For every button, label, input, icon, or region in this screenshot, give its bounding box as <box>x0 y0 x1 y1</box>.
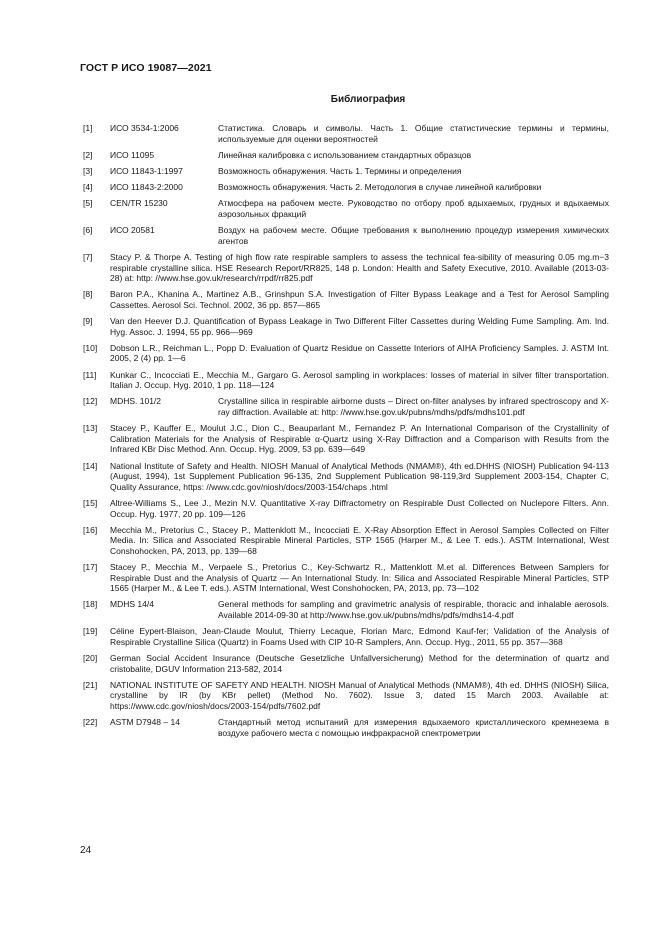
bibliography-entry <box>83 123 609 144</box>
bibliography-entry <box>83 252 609 284</box>
entry-text: Stacey P., Kauffer E., Moulut J.C., Dion C., Beauparlant M., Fernandez P. An International Comparison of the Crystallinity of Calibration Materials for the Analysis of Respirable α-Quartz using X-Ray Diffraction and a Comparison with Results from the Infrared KBr Disc Method. Ann. Occup. Hyg. 2009, 53 pp. 639—649 <box>110 423 609 455</box>
entry-code: ИСО 11095 <box>110 149 155 160</box>
entry-text: Стандартный метод испытаний для измерения вдыхаемого кристаллического кремнезема в воздухе рабочего места с помощью инфракрасной спектрометрии <box>218 717 609 738</box>
entry-text: Altree-Williams S., Lee J., Mezin N.V. Quantitative X-ray Diffractometry on Respirable Dust Collected on Nuclepore Filters. Ann. Occup. Hyg. 1977, 20 pp. 109—126 <box>110 497 609 519</box>
bibliography-entry <box>83 289 609 310</box>
entry-code: MDHS. 101/2 <box>110 396 162 407</box>
entry-text: National Institute of Safety and Health. NIOSH Manual of Analytical Methods (NMAM®), 4th ed.DHHS (NIOSH) Publication 94-113 (August, 1994), 1st Supplement Publication 96-135, 2nd Supplement Publication 98-119,3rd Supplement 2003-154, Chapter C, Quality Assurance, https: //www.cdc.gov/niosh/docs/2003-154/chaps .html <box>110 460 609 492</box>
entry-text: Kunkar C., Incocciati E., Mecchia M., Gargaro G. Aerosol sampling in workplaces: losses of material in silver filter transportation. Italian J. Occup. Hyg. 2010, 1 pp. 118—124 <box>110 369 609 391</box>
entry-text: Воздух на рабочем месте. Общие требования к выполнению процедур измерения химических агентов <box>218 225 609 246</box>
entry-number: [4] <box>83 182 93 193</box>
entry-text: General methods for sampling and gravimetric analysis of respirable, thoracic and inhalable aerosols. Available 2014-09-30 at http://www.hse.gov.uk/pubns/mdhs/pdfs/mdhs14-4.pdf <box>218 599 609 621</box>
entry-text: Возможность обнаружения. Часть 2. Методология в случае линейной калибровки <box>218 182 542 193</box>
entry-text: Линейная калибровка с использованием стандартных образцов <box>218 149 472 160</box>
bibliography-entry <box>83 626 609 647</box>
entry-text: Stacey P., Mecchia M., Verpaele S., Pretorius C., Key-Schwartz R., Mattenklott M.et al. Differences Between Samplers for Respirable Dust and the Analysis of Quartz — An International Study. In: Silica and Associated Respirable Mineral Particles, STP 1565 (Harper M., & Lee T. eds.). ASTM International, West Conshohocken, PA, 2013, pp. 73—102 <box>110 562 609 594</box>
entry-number: [18] <box>83 599 98 610</box>
entry-number: [13] <box>83 423 98 434</box>
entry-text: Stacy P. & Thorpe A. Testing of high flow rate respirable samplers to assess the technical fea-sibility of measuring 0.05 mg.m−3 respirable crystalline silica. HSE Research Report/RR825, 148 p. London: Health and Safety Executive, 2010. Available (2013-03-28) at: http: //www.hse.gov.uk/research/rrpdf/rr825.pdf <box>110 251 609 284</box>
entry-text: Céline Eypert-Blaison, Jean-Claude Moulut, Thierry Lecaque, Florian Marc, Edmond Kauf-fer; Validation of the Analysis of Respirable Crystalline Silica (Quartz) in Foams Used with CIP 10-R Samplers, Ann. Occup. Hyg., 2011, 55 pp. 357—368 <box>110 626 609 647</box>
entry-number: [12] <box>83 396 98 407</box>
entry-number: [22] <box>83 717 98 728</box>
bibliography-entry <box>83 717 609 738</box>
entry-code: MDHS 14/4 <box>110 599 154 610</box>
entry-text: Baron P.A., Khanina A., Martinez A.B., Grinshpun S.A. Investigation of Filter Bypass Leakage and a Test for Aerosol Sampling Cassettes. Aerosol Sci. Technol. 2002, 36 pp. 857—865 <box>110 289 609 310</box>
bibliography-list <box>83 123 609 744</box>
entry-code: ИСО 3534-1:2006 <box>110 123 179 133</box>
entry-number: [2] <box>83 149 93 160</box>
bibliography-entry <box>83 150 609 161</box>
entry-number: [21] <box>83 679 98 690</box>
entry-text: Mecchia M., Pretorius C., Stacey P., Mattenklott M., Incocciati E. X-Ray Absorption Effect in Aerosol Samples Collected on Filter Media. In: Silica and Associated Respirable Mineral Particles, STP 1565 (Harper M., & Lee T. eds.). ASTM International, West Conshohocken, PA, 2013, pp. 139—68 <box>110 524 609 556</box>
entry-number: [6] <box>83 225 93 236</box>
bibliography-entry <box>83 680 609 712</box>
page-number: 24 <box>80 845 92 856</box>
entry-code: ASTM D7948 – 14 <box>110 717 180 728</box>
entry-number: [15] <box>83 497 98 508</box>
bibliography-entry <box>83 653 609 674</box>
entry-text: Dobson L.R., Reichman L., Popp D. Evaluation of Quartz Residue on Cassette Interiors of AIHA Proficiency Samples. J. ASTM Int. 2005, 2 (4) pp. 1—6 <box>110 342 609 364</box>
bibliography-entry <box>83 562 609 594</box>
entry-code: CEN/TR 15230 <box>110 198 168 209</box>
entry-text: Статистика. Словарь и символы. Часть 1. Общие статистические термины и термины, используемые для оценки вероятностей <box>218 123 609 144</box>
entry-number: [10] <box>83 342 98 353</box>
bibliography-entry <box>83 182 609 193</box>
bibliography-entry <box>83 198 609 219</box>
bibliography-entry <box>83 599 609 620</box>
bibliography-entry <box>83 525 609 557</box>
entry-number: [19] <box>83 626 98 637</box>
entry-number: [9] <box>83 316 93 327</box>
entry-text: German Social Accident Insurance (Deutsche Gesetzliche Unfallversicherung) Method for the determination of quartz and cristobalite, DGUV Information 213-582, 2014 <box>110 653 609 674</box>
entry-number: [7] <box>83 251 93 262</box>
entry-text: Van den Heever D.J. Quantification of Bypass Leakage in Two Different Filter Cassettes during Welding Fume Sampling. Am. Ind. Hyg. Assoc. J. 1994, 55 pp. 966—969 <box>110 316 609 337</box>
entry-code: ИСО 11843-1:1997 <box>110 165 183 176</box>
entry-number: [11] <box>83 369 97 380</box>
entry-code: ИСО 11843-2:2000 <box>110 182 183 193</box>
entry-code: ИСО 20581 <box>110 225 155 236</box>
bibliography-entry <box>83 396 609 417</box>
section-title: Библиография <box>330 94 406 105</box>
entry-number: [5] <box>83 198 93 209</box>
entry-text: Crystalline silica in respirable airborne dusts – Direct on-filter analyses by infrared spectroscopy and X-ray diffraction. Available at: http: //www.hse.gov.uk/pubns/mdhs/pdfs/mdhs101.pdf <box>218 396 609 417</box>
entry-number: [14] <box>83 460 98 471</box>
bibliography-entry <box>83 370 609 391</box>
entry-text: Атмосфера на рабочем месте. Руководство по отбору проб вдыхаемых, грудных и вдыхаемых аэрозольных фракций <box>218 198 609 219</box>
entry-number: [1] <box>83 123 93 133</box>
entry-text: NATIONAL INSTITUTE OF SAFETY AND HEALTH. NIOSH Manual of Analytical Methods (NMAM®), 4th ed. DHHS (NIOSH) Silica, crystalline by IR (by KBr pellet) (Method No. 7602). Issue 3, dated 15 March 2003. Available at: https://www.cdc.gov/niosh/docs/2003-154/pdfs/7602.pdf <box>110 679 609 711</box>
entry-number: [17] <box>83 562 98 573</box>
entry-number: [3] <box>83 165 93 176</box>
bibliography-entry <box>83 343 609 364</box>
entry-number: [16] <box>83 524 98 535</box>
standard-designation: ГОСТ Р ИСО 19087—2021 <box>80 62 212 74</box>
bibliography-entry <box>83 225 609 246</box>
bibliography-entry <box>83 166 609 177</box>
bibliography-entry <box>83 498 609 519</box>
bibliography-entry <box>83 461 609 493</box>
entry-number: [8] <box>83 289 93 300</box>
entry-number: [20] <box>83 653 98 664</box>
entry-text: Возможность обнаружения. Часть 1. Термины и определения <box>218 165 462 176</box>
bibliography-entry <box>83 316 609 337</box>
bibliography-entry <box>83 423 609 455</box>
